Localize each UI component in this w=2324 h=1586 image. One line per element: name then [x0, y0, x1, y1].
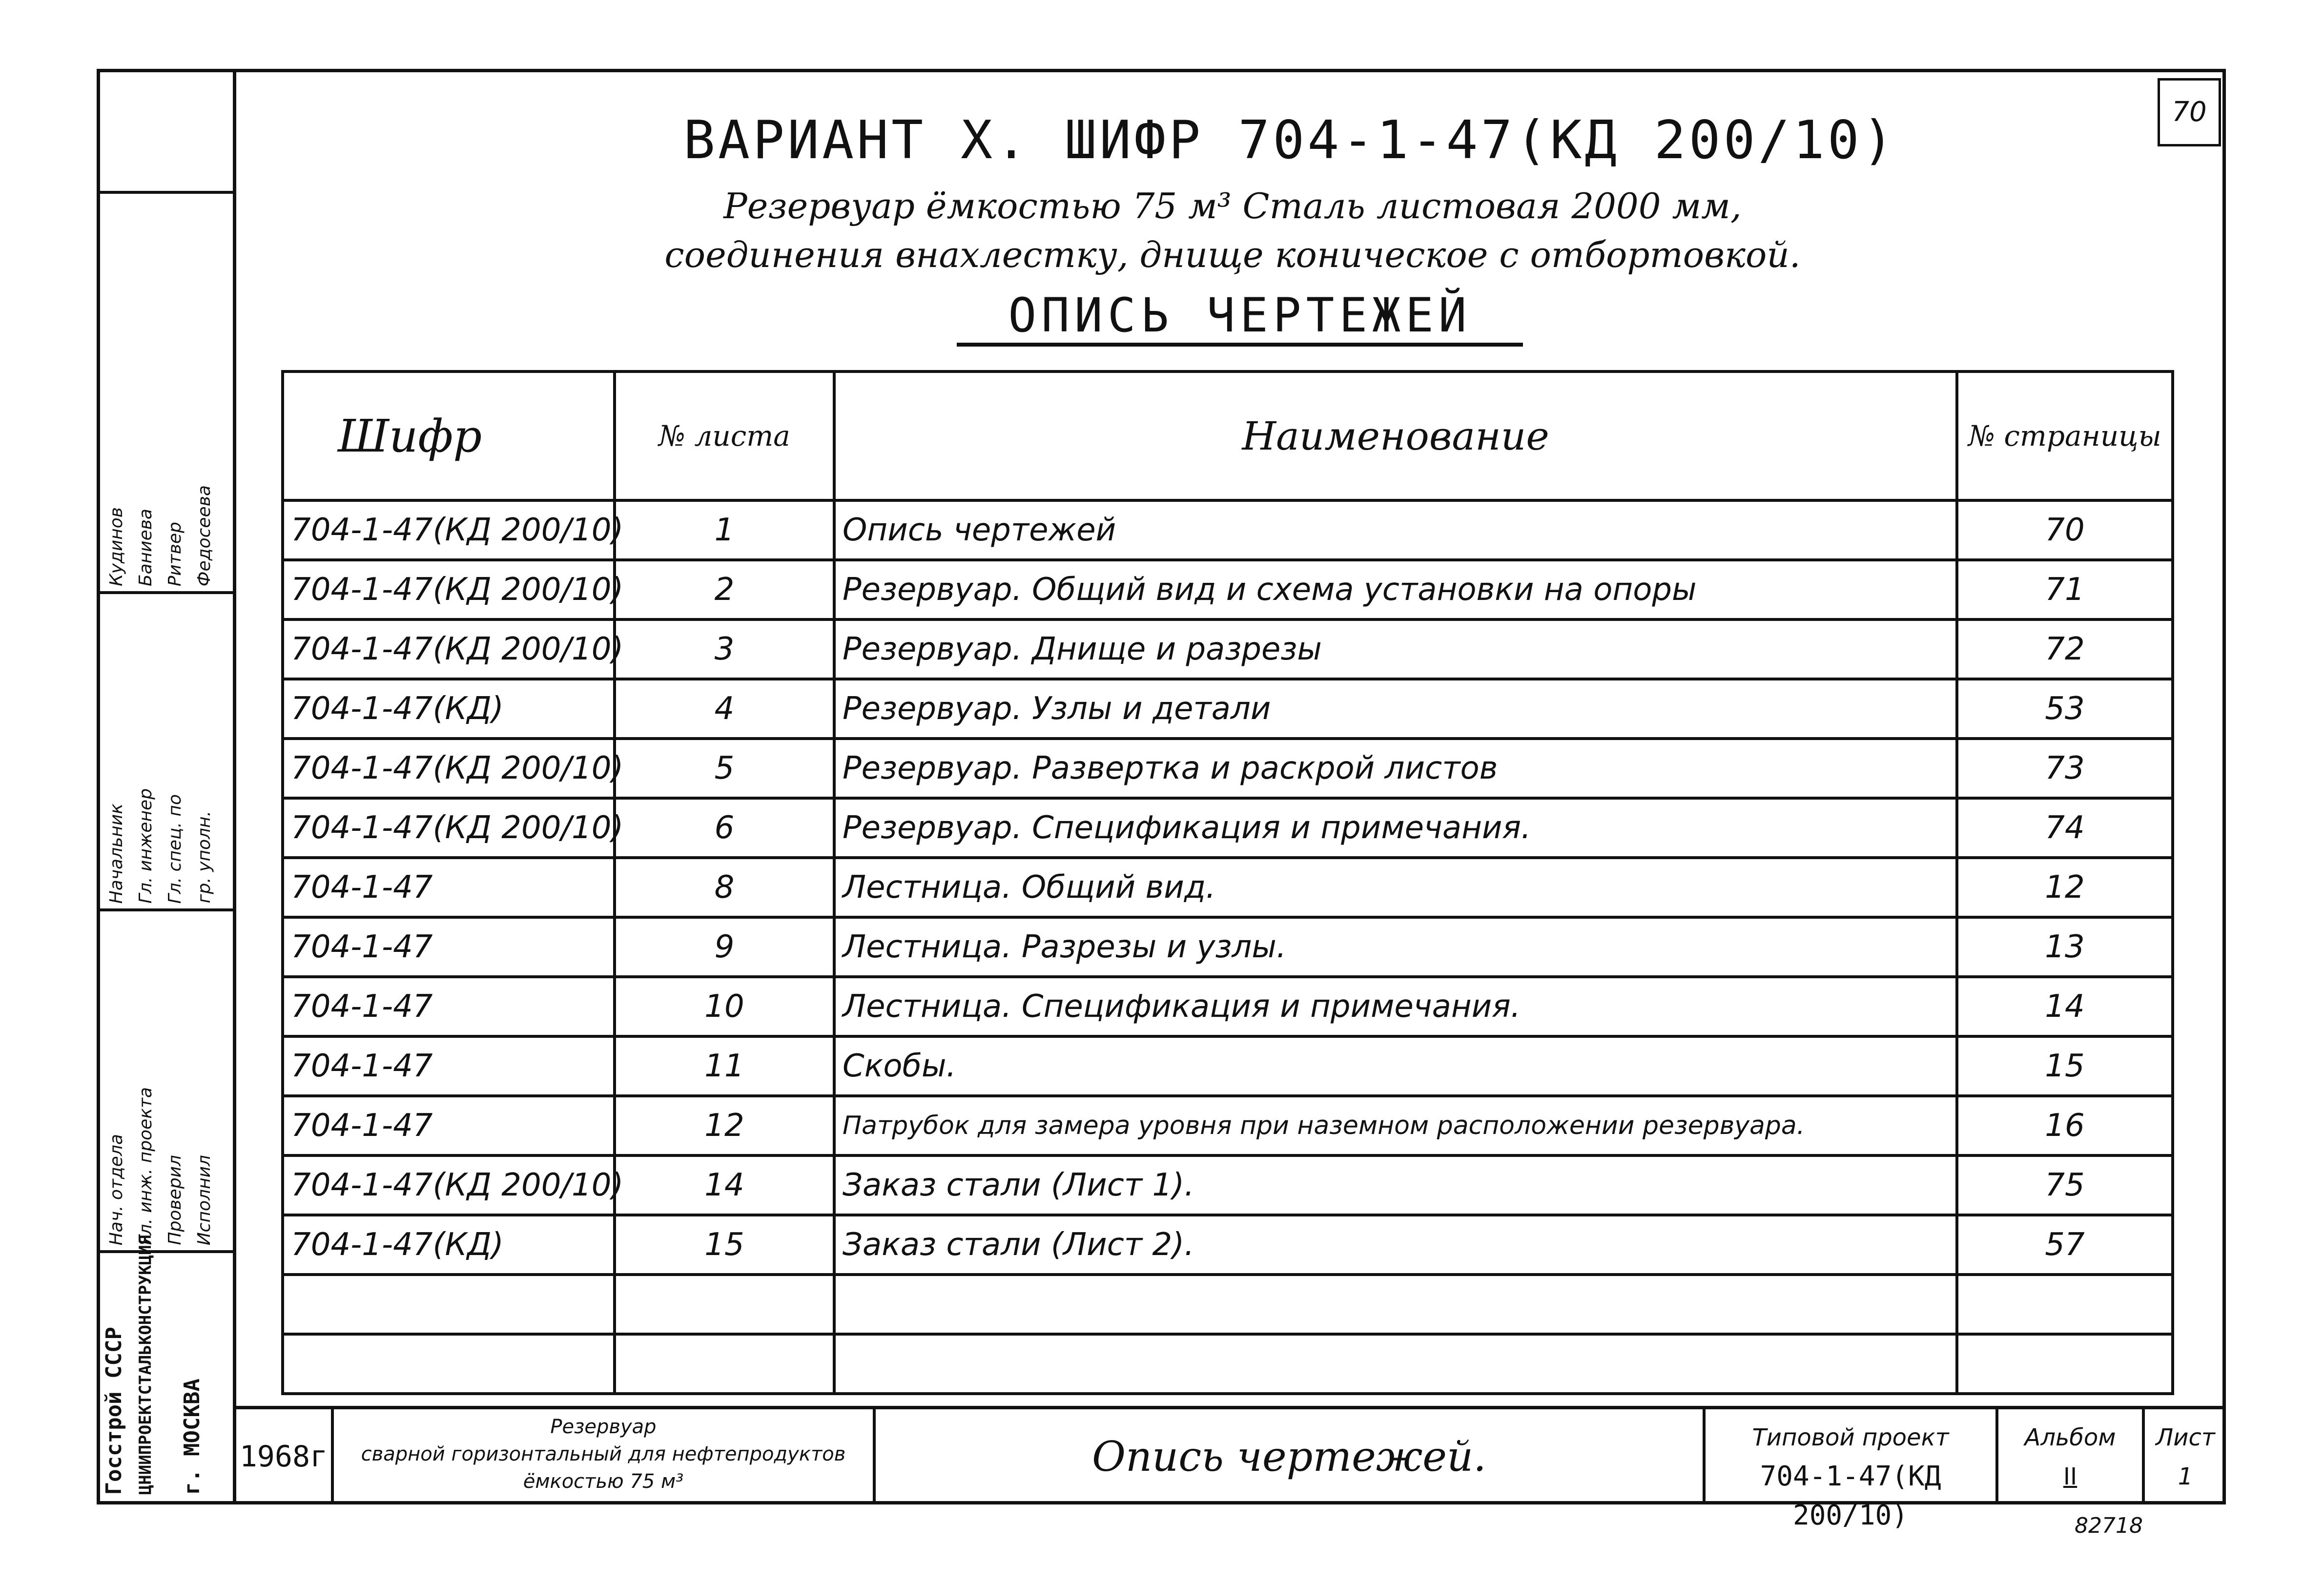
cell-page: 15: [1957, 1036, 2173, 1096]
cell-page: 75: [1957, 1155, 2173, 1215]
archive-code: 82718: [2075, 1513, 2143, 1538]
cell-name: Заказ стали (Лист 2).: [834, 1215, 1957, 1275]
cell-cipher: 704-1-47(КД): [283, 1215, 615, 1275]
description-line-1: Резервуар: [550, 1416, 657, 1438]
page-number: 70: [2158, 78, 2221, 146]
year-cell: 1968г: [236, 1409, 334, 1504]
cell-cipher: 704-1-47: [283, 977, 615, 1036]
table-row: [283, 560, 2173, 619]
sheet-cell: [2145, 1409, 2226, 1504]
table-row: [283, 619, 2173, 679]
cell-cipher: 704-1-47: [283, 917, 615, 977]
signature-5: Начальник: [106, 803, 126, 904]
cell-cipher: [283, 1334, 615, 1394]
table-row: [283, 500, 2173, 560]
cell-name: [834, 1334, 1957, 1394]
cell-page: 53: [1957, 679, 2173, 739]
description-line-2: сварной горизонтальный для нефтепродуктов: [361, 1443, 846, 1465]
project-code: 704-1-47(КД 200/10): [1760, 1461, 1941, 1531]
signature-cell-mid: [97, 591, 233, 908]
org-line-1: Госстрой СССР: [102, 1326, 126, 1495]
cell-cipher: 704-1-47(КД 200/10): [283, 1155, 615, 1215]
subtitle-line-1: Резервуар ёмкостью 75 м³ Сталь листовая 2000 мм,: [723, 185, 1742, 227]
table-row: [283, 798, 2173, 858]
cell-sheet: 1: [615, 500, 834, 560]
table-body: [283, 500, 2173, 1394]
cell-name: Резервуар. Узлы и детали: [834, 679, 1957, 739]
signature-8: гр. уполн.: [194, 811, 214, 904]
sheet-label: Лист: [2156, 1424, 2215, 1451]
signature-cell-top: [97, 191, 233, 591]
table-row: [283, 739, 2173, 798]
organization-cell: [97, 1235, 233, 1504]
table-row: [283, 858, 2173, 917]
cell-sheet: 6: [615, 798, 834, 858]
role-3: Проверил: [165, 1155, 185, 1245]
album-label: Альбом: [2024, 1424, 2116, 1451]
cell-name: Лестница. Спецификация и примечания.: [834, 977, 1957, 1036]
cell-name: Лестница. Общий вид.: [834, 858, 1957, 917]
cell-name: Резервуар. Спецификация и примечания.: [834, 798, 1957, 858]
role-4: Исполнил: [194, 1154, 214, 1245]
role-1: Нач. отдела: [106, 1133, 126, 1245]
table-row: [283, 917, 2173, 977]
cell-page: 16: [1957, 1096, 2173, 1155]
cell-cipher: 704-1-47: [283, 1096, 615, 1155]
cell-name: Резервуар. Днище и разрезы: [834, 619, 1957, 679]
cell-sheet: [615, 1275, 834, 1334]
cell-name: [834, 1275, 1957, 1334]
cell-sheet: 3: [615, 619, 834, 679]
cell-page: [1957, 1275, 2173, 1334]
cell-cipher: 704-1-47(КД 200/10): [283, 500, 615, 560]
cell-sheet: 8: [615, 858, 834, 917]
cell-sheet: 12: [615, 1096, 834, 1155]
cell-page: 72: [1957, 619, 2173, 679]
description-cell: [334, 1409, 876, 1504]
org-line-3: г. МОСКВА: [180, 1378, 205, 1495]
cell-name: Заказ стали (Лист 1).: [834, 1155, 1957, 1215]
table-header-row: [283, 371, 2173, 500]
cell-page: 73: [1957, 739, 2173, 798]
cell-page: 14: [1957, 977, 2173, 1036]
sheet-value: 1: [2178, 1463, 2193, 1490]
cell-name: Лестница. Разрезы и узлы.: [834, 917, 1957, 977]
table-row: [283, 1036, 2173, 1096]
table-row: [283, 1215, 2173, 1275]
cell-page: 71: [1957, 560, 2173, 619]
cell-cipher: [283, 1275, 615, 1334]
cell-page: 57: [1957, 1215, 2173, 1275]
header-cipher: Шифр: [283, 371, 615, 500]
cell-sheet: 11: [615, 1036, 834, 1096]
cell-cipher: 704-1-47: [283, 858, 615, 917]
drawings-table: [281, 370, 2174, 1395]
subtitle-line-2: соединения внахлестку, днище коническое с отбортовкой.: [664, 234, 1801, 275]
cell-cipher: 704-1-47(КД): [283, 679, 615, 739]
signature-1: Кудинов: [106, 507, 126, 586]
cell-sheet: 14: [615, 1155, 834, 1215]
document-title: ВАРИАНТ Х. ШИФР 704-1-47(КД 200/10): [683, 110, 1897, 171]
cell-name: Резервуар. Общий вид и схема установки на опоры: [834, 560, 1957, 619]
cell-page: 13: [1957, 917, 2173, 977]
cell-cipher: 704-1-47(КД 200/10): [283, 739, 615, 798]
cell-name: Патрубок для замера уровня при наземном расположении резервуара.: [834, 1096, 1957, 1155]
header-page: № страницы: [1957, 371, 2173, 500]
cell-sheet: [615, 1334, 834, 1394]
main-title-cell: Опись чертежей.: [876, 1409, 1706, 1504]
cell-sheet: 5: [615, 739, 834, 798]
header-sheet: № листа: [615, 371, 834, 500]
cell-page: [1957, 1334, 2173, 1394]
project-label: Типовой проект: [1752, 1424, 1949, 1451]
cell-cipher: 704-1-47(КД 200/10): [283, 798, 615, 858]
left-signature-strip: [97, 69, 236, 1504]
cell-page: 74: [1957, 798, 2173, 858]
signature-2: Баниева: [136, 508, 156, 586]
table-row: [283, 1334, 2173, 1394]
cell-page: 12: [1957, 858, 2173, 917]
cell-cipher: 704-1-47(КД 200/10): [283, 560, 615, 619]
table-row: [283, 1155, 2173, 1215]
table-row: [283, 679, 2173, 739]
role-2: Гл. инж. проекта: [136, 1087, 156, 1245]
project-cell: [1706, 1409, 1998, 1531]
signature-7: Гл. спец. по: [165, 794, 185, 904]
table-row: [283, 1096, 2173, 1155]
org-line-2: ЦНИИПРОЕКТСТАЛЬКОНСТРУКЦИЯ: [136, 1235, 155, 1495]
album-value: II: [2063, 1463, 2077, 1490]
table-row: [283, 1275, 2173, 1334]
signature-6: Гл. инженер: [136, 788, 156, 904]
section-heading: ОПИСЬ ЧЕРТЕЖЕЙ: [957, 288, 1523, 347]
cell-sheet: 2: [615, 560, 834, 619]
cell-name: Скобы.: [834, 1036, 1957, 1096]
cell-sheet: 15: [615, 1215, 834, 1275]
cell-cipher: 704-1-47: [283, 1036, 615, 1096]
cell-cipher: 704-1-47(КД 200/10): [283, 619, 615, 679]
cell-sheet: 9: [615, 917, 834, 977]
header-name: Наименование: [834, 371, 1957, 500]
signature-4: Федосеева: [194, 485, 214, 586]
cell-name: Опись чертежей: [834, 500, 1957, 560]
cell-sheet: 10: [615, 977, 834, 1036]
cell-page: 70: [1957, 500, 2173, 560]
table-row: [283, 977, 2173, 1036]
cell-sheet: 4: [615, 679, 834, 739]
cell-name: Резервуар. Развертка и раскрой листов: [834, 739, 1957, 798]
roles-cell: [97, 908, 233, 1250]
album-cell: [1998, 1409, 2145, 1504]
signature-3: Ритвер: [165, 521, 185, 586]
description-line-3: ёмкостью 75 м³: [523, 1470, 684, 1493]
